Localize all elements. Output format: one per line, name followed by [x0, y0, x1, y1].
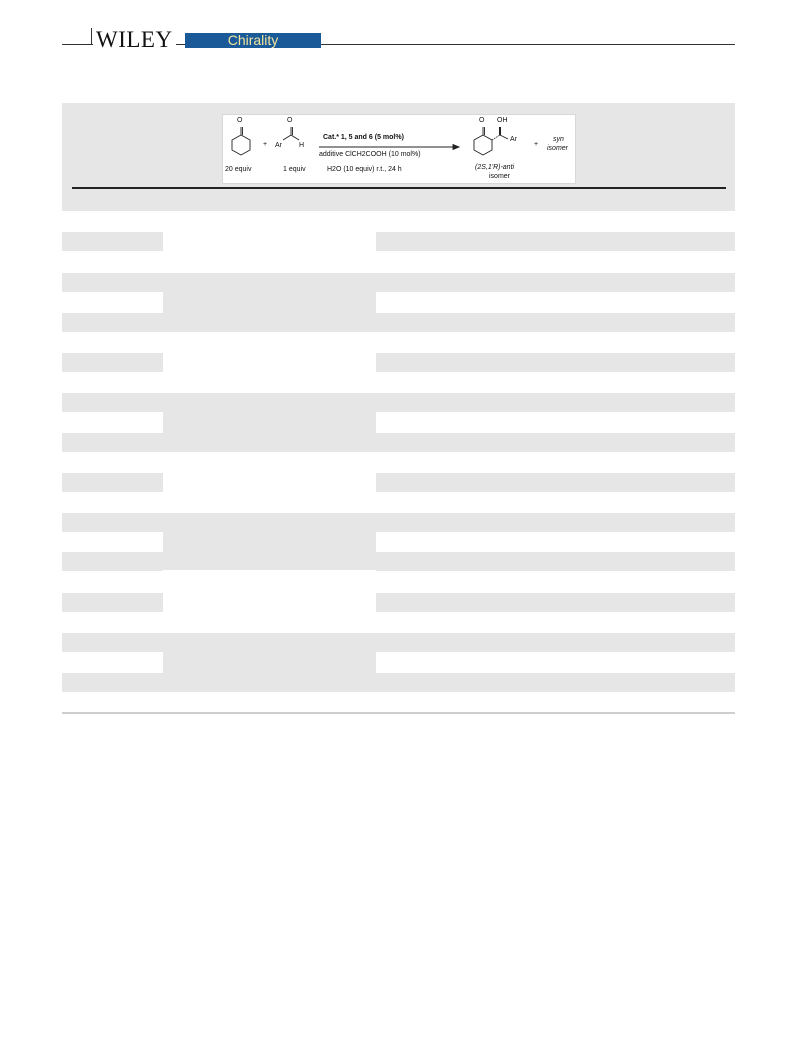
header-tick [91, 28, 92, 44]
syn-label: syn [553, 136, 564, 143]
product-oh-label: OH [497, 117, 508, 124]
ketone-oxygen-label: O [237, 117, 243, 124]
plus-sign-2: + [534, 141, 539, 148]
syn-isomer-label: isomer [547, 145, 569, 152]
product-isomer-label: isomer [489, 173, 511, 180]
table-row-shade [376, 313, 735, 332]
table-row-shade [376, 593, 735, 612]
reactant1-amount: 20 equiv [225, 166, 252, 173]
table-row-shade [62, 232, 163, 251]
table-row-shade [62, 673, 163, 692]
product-ar-label: Ar [510, 136, 517, 143]
table-bottom-rule [62, 712, 735, 714]
table-row-shade [376, 232, 735, 251]
table-row-shade [62, 273, 735, 292]
table-row-shade [62, 433, 163, 452]
table-row-shade [62, 633, 735, 652]
table-row-shade [62, 353, 163, 372]
reaction-scheme [222, 114, 576, 184]
publisher-name: WILEY [96, 27, 173, 52]
table-row-shade [376, 552, 735, 571]
reactant2-amount: 1 equiv [283, 166, 306, 173]
cyclohexanone-structure [232, 127, 250, 155]
table-cell-shade [163, 652, 376, 692]
table-row-shade [376, 473, 735, 492]
table-row-shade [62, 552, 163, 571]
product-structure [474, 127, 508, 155]
conditions-solvent: H2O (10 equiv) r.t., 24 h [327, 166, 402, 173]
aldehyde-h-label: H [299, 142, 305, 149]
publisher-logo [93, 27, 176, 52]
table-row-shade [62, 513, 735, 532]
aldehyde-structure [283, 127, 299, 140]
table-row-shade [62, 393, 735, 412]
product-stereo-label: (2S,1'R)-anti [475, 164, 515, 171]
table-row-shade [62, 593, 163, 612]
journal-name-badge: Chirality [185, 33, 321, 48]
table-row-shade [62, 473, 163, 492]
table-cell-shade [163, 532, 376, 570]
table-row-shade [376, 673, 735, 692]
reaction-arrow [319, 145, 459, 150]
plus-sign-1: + [263, 141, 268, 148]
aldehyde-oxygen-label: O [287, 117, 293, 124]
table-head-rule [72, 187, 726, 189]
conditions-catalyst: Cat.* 1, 5 and 6 (5 mol%) [323, 134, 404, 141]
table-row-shade [376, 433, 735, 452]
table-row-shade [376, 353, 735, 372]
table-cell-shade [163, 292, 376, 332]
table-cell-shade [163, 412, 376, 452]
product-oxygen-label: O [479, 117, 485, 124]
conditions-additive: additive ClCH2COOH (10 mol%) [319, 151, 421, 158]
table-row-shade [62, 313, 163, 332]
aldehyde-ar-label: Ar [275, 142, 282, 149]
